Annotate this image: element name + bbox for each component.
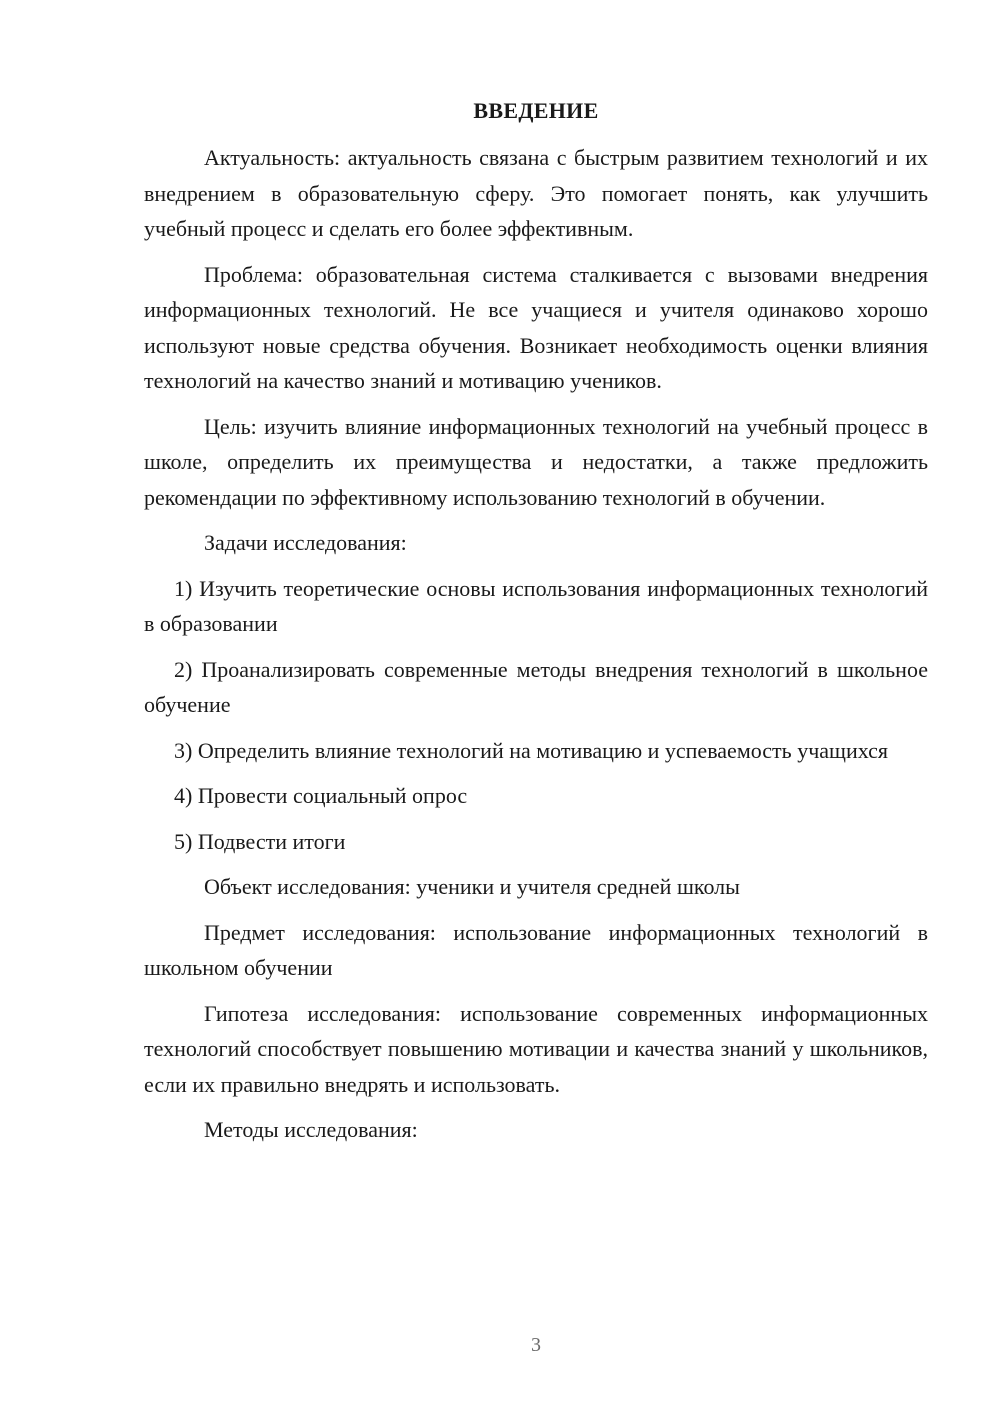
paragraph-subject: Предмет исследования: использование информационных технологий в школьном обучении [144,919,928,980]
list-item-task-4: 4) Провести социальный опрос [174,783,468,808]
list-item-task-1: 1) Изучить теоретические основы использования информационных технологий в образовании [144,575,928,636]
document-page [144,0,928,1414]
page-title: ВВЕДЕНИЕ [473,98,599,123]
paragraph-problem: Проблема: образовательная система сталкивается с вызовами внедрения информационных технологий. Не все учащиеся и учителя одинаково хорошо используют новые средства обучения. Возникает необходимость оценки влияния технологий на качество знаний и мотивацию учеников. [144,261,928,393]
paragraph-tasks-heading: Задачи исследования: [204,530,407,555]
paragraph-relevance: Актуальность: актуальность связана с быстрым развитием технологий и их внедрением в образовательную сферу. Это помогает понять, как улучшить учебный процесс и сделать его более эффективным. [144,145,928,241]
paragraph-object: Объект исследования: ученики и учителя средней школы [204,874,740,899]
list-item-task-5: 5) Подвести итоги [174,828,346,854]
list-item-task-2: 2) Проанализировать современные методы внедрения технологий в школьное обучение [144,656,928,717]
paragraph-hypothesis: Гипотеза исследования: использование современных информационных технологий способствует повышению мотивации и качества знаний у школьников, если их правильно внедрять и использовать. [144,1000,928,1097]
list-item-task-3: 3) Определить влияние технологий на мотивацию и успеваемость учащихся [174,737,889,763]
paragraph-methods-heading: Методы исследования: [204,1117,418,1142]
document-body [144,140,928,1158]
paragraph-goal: Цель: изучить влияние информационных технологий на учебный процесс в школе, определить их преимущества и недостатки, а также предложить рекомендации по эффективному использованию технологий в обучении. [144,413,928,510]
page-number: 3 [531,1334,541,1356]
